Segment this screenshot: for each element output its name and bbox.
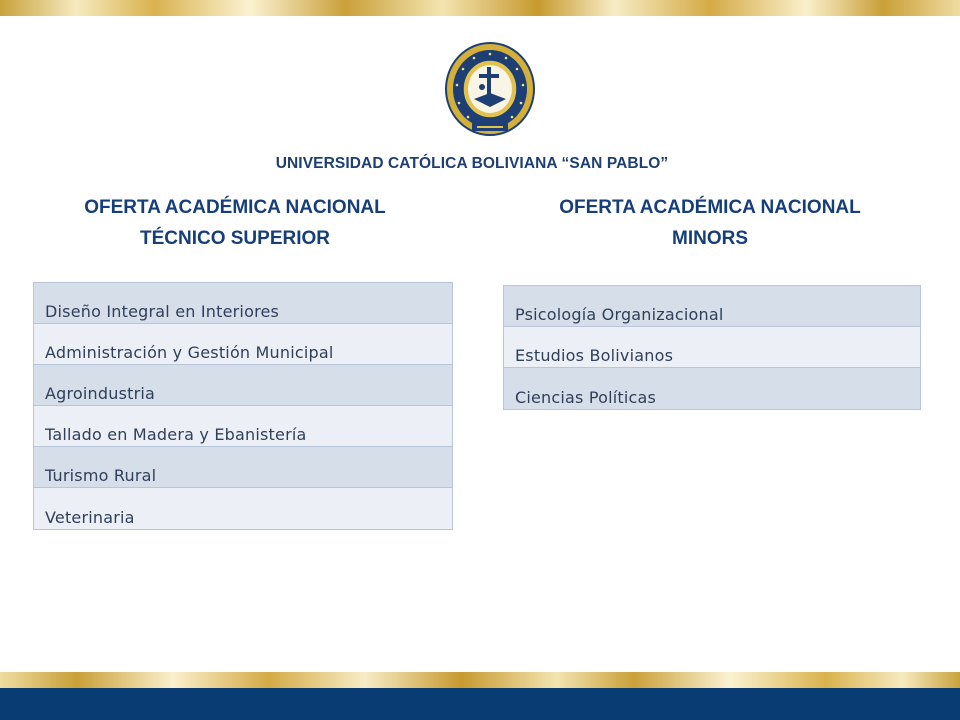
course-name: Psicología Organizacional xyxy=(515,305,724,324)
table-row xyxy=(34,447,452,488)
course-name: Tallado en Madera y Ebanistería xyxy=(45,425,307,444)
course-name: Administración y Gestión Municipal xyxy=(45,343,334,362)
table-row xyxy=(504,327,920,368)
course-name: Agroindustria xyxy=(45,384,156,403)
table-row xyxy=(34,488,452,529)
heading-line-1: OFERTA ACADÉMICA NACIONAL xyxy=(559,197,861,218)
course-name: Diseño Integral en Interiores xyxy=(45,302,280,321)
university-name: UNIVERSIDAD CATÓLICA BOLIVIANA “SAN PABLO” xyxy=(275,155,669,172)
heading-line-2: MINORS xyxy=(672,228,748,249)
top-gold-band xyxy=(0,0,960,16)
minors-heading xyxy=(505,192,915,254)
table-row xyxy=(34,324,452,365)
course-name: Turismo Rural xyxy=(45,466,157,485)
course-name: Estudios Bolivianos xyxy=(515,346,674,365)
table-row xyxy=(504,286,920,327)
heading-line-2: TÉCNICO SUPERIOR xyxy=(139,228,331,249)
technical-superior-table xyxy=(33,282,453,530)
bottom-gold-band xyxy=(0,672,960,688)
heading-line-1: OFERTA ACADÉMICA NACIONAL xyxy=(84,197,386,218)
university-logo xyxy=(272,33,672,180)
table-row xyxy=(34,365,452,406)
course-name: Veterinaria xyxy=(45,508,135,527)
minors-table xyxy=(503,285,921,410)
table-row xyxy=(34,406,452,447)
table-row xyxy=(504,368,920,409)
course-name: Ciencias Políticas xyxy=(515,388,657,407)
table-row xyxy=(34,283,452,324)
university-seal-icon xyxy=(444,41,536,141)
technical-superior-heading xyxy=(30,192,440,254)
bottom-navy-band xyxy=(0,688,960,720)
